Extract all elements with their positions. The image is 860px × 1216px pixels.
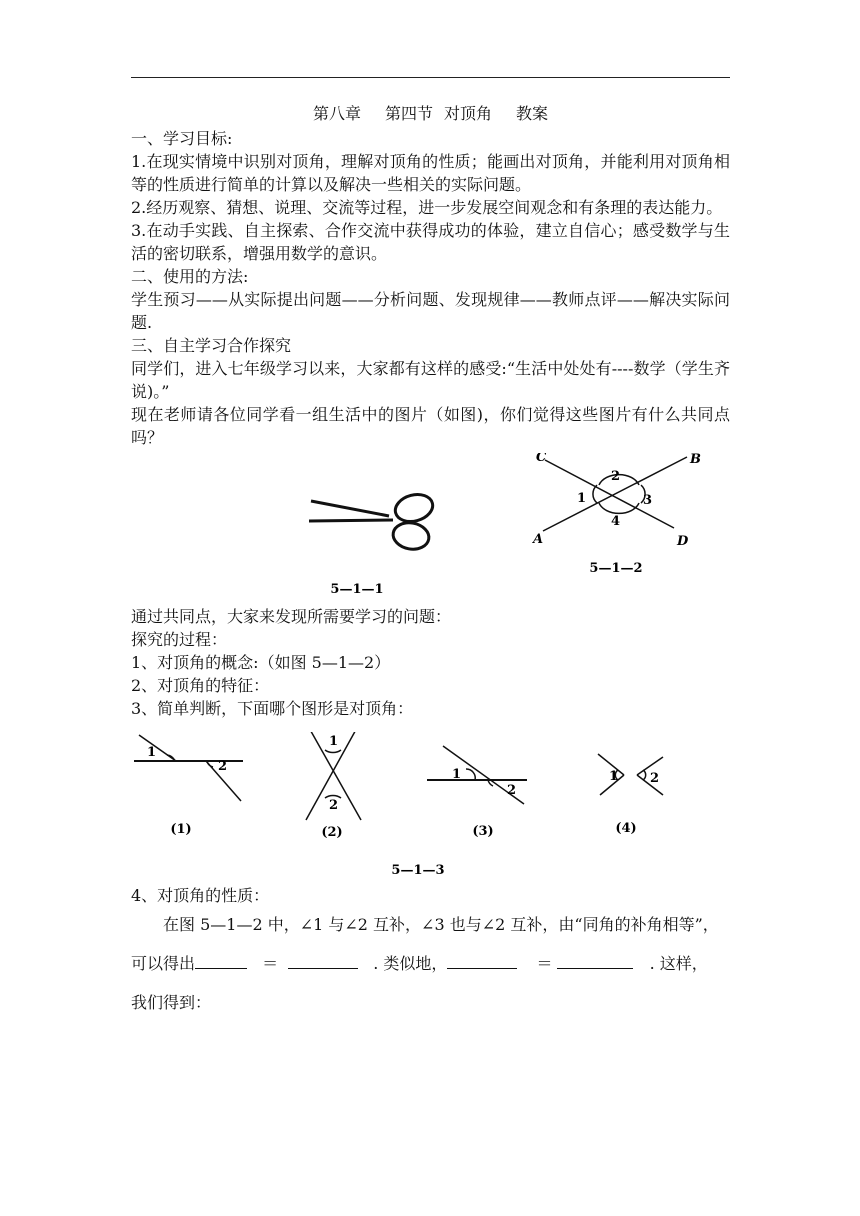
angle-4-arc	[599, 503, 639, 513]
figure-row-1	[131, 453, 730, 605]
title-section: 第四节 对顶角	[384, 104, 493, 123]
page-title	[131, 102, 730, 125]
point-d-label: D	[677, 534, 689, 549]
property-line-1: 在图 5—1—2 中，∠1 与∠2 互补，∠3 也与∠2 互补，由“同角的补角相等”，	[163, 915, 719, 934]
explore-process: 探究的过程：	[131, 630, 228, 649]
scissors-blade-upper	[311, 501, 389, 516]
blank-1[interactable]	[195, 952, 247, 969]
goal-item-1: 1.在现实情境中识别对顶角，理解对顶角的性质；能画出对顶角，并能利用对顶角相等的性质进行简单的计算以及解决一些相关的实际问题。	[131, 152, 730, 194]
blank-4[interactable]	[557, 952, 633, 969]
blank-2[interactable]	[288, 952, 358, 969]
section1-heading: 一、学习目标:	[131, 129, 233, 148]
property-text-c: . 这样，	[649, 954, 708, 973]
method-text: 学生预习——从实际提出问题——分析问题、发现规律——教师点评——解决实际问题.	[131, 290, 730, 332]
figure-5-1-3	[131, 732, 730, 892]
scissors-handle-upper	[392, 491, 435, 526]
section3-heading: 三、自主学习合作探究	[131, 336, 292, 355]
fig3-label-1: (1)	[170, 822, 192, 837]
document-body	[131, 102, 730, 1014]
fig3-label-4: (4)	[615, 821, 637, 836]
explore-intro: 通过共同点，大家来发现所需要学习的问题：	[131, 607, 452, 626]
angle-3-label: 3	[643, 493, 653, 508]
fig3-4-angle1: 1	[609, 769, 619, 784]
point-b-label: B	[690, 453, 701, 467]
explore-q3: 3、简单判断，下面哪个图形是对顶角：	[131, 699, 414, 718]
explore-q2: 2、对顶角的特征：	[131, 676, 270, 695]
intro-paragraph: 同学们，进入七年级学习以来，大家都有这样的感受:“生活中处处有----数学（学生齐说)。”	[131, 359, 730, 401]
property-text-b: . 类似地，	[373, 954, 448, 973]
equals-1: ＝	[262, 954, 279, 973]
fig3-label-2: (2)	[321, 825, 343, 840]
property-line-2	[131, 952, 730, 975]
fig3-1-angle2: 2	[218, 759, 228, 774]
figure-row-2	[131, 732, 730, 878]
property-heading: 4、对顶角的性质：	[131, 886, 270, 905]
fig3-3-angle1: 1	[452, 767, 462, 782]
fig3-4-angle2: 2	[650, 771, 660, 786]
angle-4-label: 4	[611, 514, 621, 529]
equals-2: ＝	[536, 954, 553, 973]
blank-3[interactable]	[447, 952, 517, 969]
property-line-3: 我们得到：	[131, 993, 212, 1012]
title-type: 教案	[516, 104, 549, 123]
section2-heading: 二、使用的方法:	[131, 267, 249, 286]
title-chapter: 第八章	[312, 104, 361, 123]
scissors-blade-lower	[309, 520, 393, 521]
caption-5-1-3: 5—1—3	[391, 863, 445, 878]
fig3-label-3: (3)	[472, 824, 494, 839]
property-text-a: 可以得出	[131, 954, 196, 973]
fig3-3-angle2: 2	[507, 783, 517, 798]
caption-5-1-1: 5—1—1	[330, 582, 384, 597]
scissors-figure	[309, 491, 436, 552]
line-cd	[545, 460, 674, 528]
point-c-label: C	[536, 453, 547, 465]
scissors-handle-lower	[391, 520, 431, 552]
goal-item-2: 2.经历观察、猜想、说理、交流等过程，进一步发展空间观念和有条理的表达能力。	[131, 198, 723, 217]
header-rule	[131, 77, 730, 78]
fig3-2-angle1: 1	[329, 734, 339, 749]
point-a-label: A	[533, 532, 544, 547]
figures-5-1-1-and-5-1-2	[131, 453, 730, 605]
goal-item-3: 3.在动手实践、自主探索、合作交流中获得成功的体验，建立自信心；感受数学与生活的密切联系，增强用数学的意识。	[131, 221, 730, 263]
fig3-2-angle2: 2	[329, 798, 339, 813]
angle-2-label: 2	[611, 469, 621, 484]
question-paragraph: 现在老师请各位同学看一组生活中的图片（如图)，你们觉得这些图片有什么共同点吗？	[131, 405, 730, 447]
angle-1-label: 1	[577, 491, 587, 506]
caption-5-1-2: 5—1—2	[589, 561, 643, 576]
fig3-1-angle1: 1	[147, 745, 157, 760]
explore-q1: 1、对顶角的概念:（如图 5—1—2）	[131, 653, 391, 672]
